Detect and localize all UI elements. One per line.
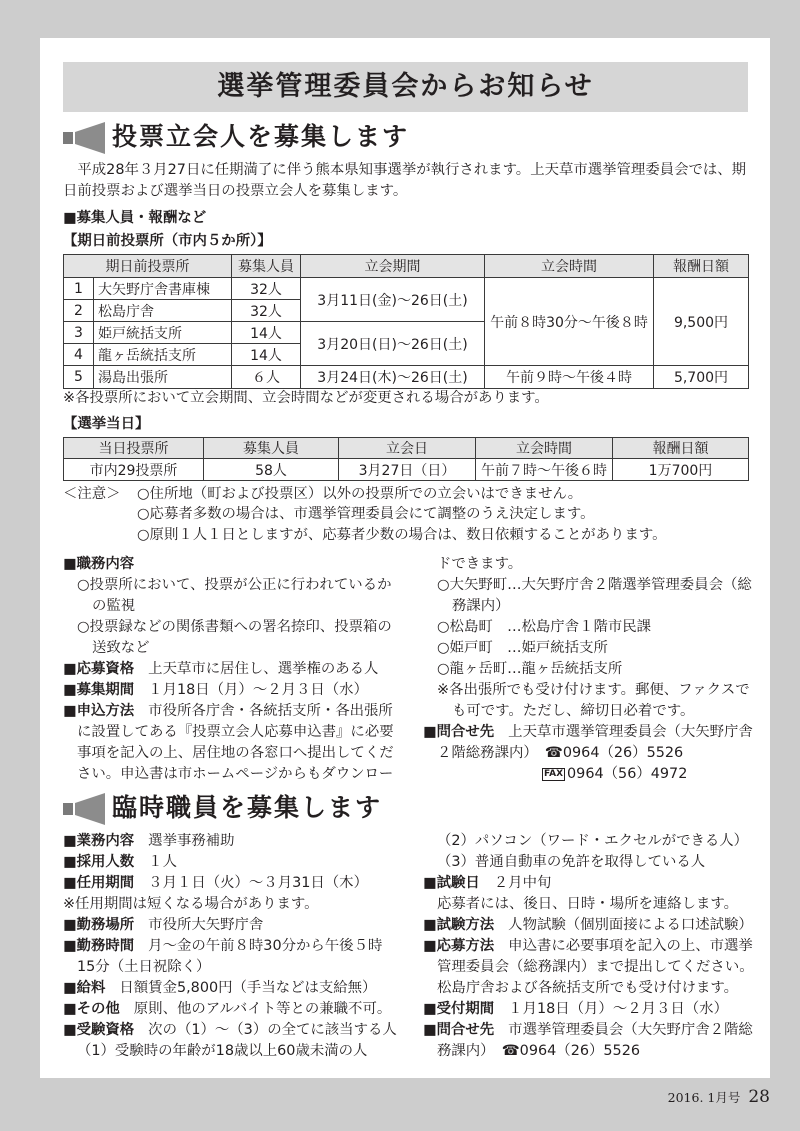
- list-item: ○投票録などの関係書類への署名捺印、投票箱の: [77, 619, 392, 635]
- caution-item: ○応募者多数の場合は、市選挙管理委員会にて調整のうえ決定します。: [137, 506, 595, 522]
- text-line: 事項を記入の上、居住地の各窓口へ提出してくだ: [77, 745, 394, 761]
- contact-label: ■問合せ先: [423, 1022, 495, 1038]
- row-time: 午前７時～午後６時: [476, 459, 613, 481]
- row-number: 4: [64, 344, 94, 366]
- caution-item: ○住所地（町および投票区）以外の投票所での立会いはできません。: [137, 486, 583, 502]
- eligibility-item: （1）受験時の年齢が18歳以上60歳未満の人: [77, 1043, 368, 1059]
- header-time: 立会時間: [476, 438, 613, 459]
- row-pay: 1万700円: [613, 459, 749, 481]
- header-pay: 報酬日額: [613, 438, 749, 459]
- salary-value: 日額賃金5,800円（手当などは支給無）: [119, 980, 377, 996]
- salary-label: ■給料: [63, 980, 106, 996]
- application-method-label: ■申込方法: [63, 703, 135, 719]
- application-method-value: 市役所各庁舎・各統括支所・各出張所: [148, 703, 393, 719]
- header-place: 当日投票所: [64, 438, 204, 459]
- section-title-temp-staff: 臨時職員を募集します: [112, 793, 383, 822]
- row-date: 3月27日（日）: [339, 459, 476, 481]
- row-count: 58人: [204, 459, 339, 481]
- application-method-line: [423, 936, 753, 956]
- office-item: ○大矢野町…大矢野庁舎２階選挙管理委員会（総: [437, 577, 752, 593]
- text-line: 応募者には、後日、日時・場所を連絡します。: [437, 896, 739, 912]
- row-place: 大矢野庁舎書庫棟: [94, 278, 232, 300]
- text-line: さい。申込書は市ホームページからもダウンロー: [77, 766, 394, 782]
- row-period: 3月11日(金)～26日(土): [301, 278, 485, 322]
- table-row: [64, 366, 749, 389]
- fax-number: 0964（56）4972: [567, 766, 688, 782]
- contact-phone: ２階総務課内） ☎0964（26）5526: [437, 745, 684, 761]
- text-line: 松島庁舎および各統括支所でも受け付けます。: [437, 980, 739, 996]
- row-place: 市内29投票所: [64, 459, 204, 481]
- eligibility-item: （3）普通自動車の免許を取得している人: [437, 854, 706, 870]
- header-count: 募集人員: [204, 438, 339, 459]
- row-place: 湯島出張所: [94, 366, 232, 389]
- other-label: ■その他: [63, 1001, 120, 1017]
- page-title-band: [63, 62, 748, 112]
- qualification-label: ■応募資格: [63, 661, 135, 677]
- row-number: 2: [64, 300, 94, 322]
- salary-line: [63, 978, 376, 998]
- row-count: 32人: [232, 278, 301, 300]
- application-method-line: [63, 701, 393, 721]
- other-value: 原則、他のアルバイト等との兼職不可。: [133, 1001, 392, 1017]
- early-voting-heading: 【期日前投票所（市内５か所）】: [63, 233, 272, 249]
- workplace-line: [63, 915, 263, 935]
- text-line: に設置してある『投票立会人応募申込書』に必要: [77, 724, 394, 740]
- row-number: 1: [64, 278, 94, 300]
- early-voting-table: [63, 254, 749, 389]
- qualification-line: [63, 659, 378, 679]
- exam-method-line: [423, 915, 753, 935]
- office-item-continued: 務課内）: [452, 598, 510, 614]
- application-method-value: 申込書に必要事項を記入の上、市選挙: [508, 938, 753, 954]
- header-date: 立会日: [339, 438, 476, 459]
- row-period: 3月20日(日)～26日(土): [301, 322, 485, 366]
- workplace-value: 市役所大矢野庁舎: [148, 917, 264, 933]
- row-place: 姫戸統括支所: [94, 322, 232, 344]
- eligibility-value: 次の（1）～（3）の全てに該当する人: [148, 1022, 397, 1038]
- table-row: [64, 459, 749, 481]
- row-count: 14人: [232, 322, 301, 344]
- header-period: 立会期間: [301, 255, 485, 278]
- text-line: 管理委員会（総務課内）まで提出してください。: [437, 959, 754, 975]
- header-pay: 報酬日額: [654, 255, 749, 278]
- employment-period-value: ３月１日（火）～３月31日（木）: [148, 875, 368, 891]
- megaphone-icon: [63, 793, 107, 825]
- fax-icon: FAX: [544, 769, 564, 779]
- contact-label: ■問合せ先: [423, 724, 495, 740]
- header-place: 期日前投票所: [64, 255, 232, 278]
- hiring-count-line: [63, 852, 177, 872]
- working-hours-label: ■勤務時間: [63, 938, 135, 954]
- table-header-row: [64, 438, 749, 459]
- page-footer: [650, 1084, 770, 1111]
- intro-line: 平成28年３月27日に任期満了に伴う熊本県知事選挙が執行されます。上天草市選挙管理委員会では、期: [63, 162, 747, 178]
- application-period-line: [63, 680, 368, 700]
- row-number: 3: [64, 322, 94, 344]
- row-place: 松島庁舎: [94, 300, 232, 322]
- contact-line: [423, 722, 753, 742]
- row-period: 3月24日(木)～26日(土): [301, 366, 485, 389]
- text-line: 15分（土日祝除く）: [77, 959, 211, 975]
- row-time: 午前９時～午後４時: [485, 366, 654, 389]
- list-item-continued: の監視: [92, 598, 136, 614]
- hiring-count-label: ■採用人数: [63, 854, 135, 870]
- hiring-count-value: １人: [148, 854, 177, 870]
- workplace-label: ■勤務場所: [63, 917, 135, 933]
- list-item-continued: 送致など: [92, 640, 150, 656]
- header-time: 立会時間: [485, 255, 654, 278]
- issue-label: 2016. 1月号: [667, 1090, 741, 1105]
- list-item: ○投票所において、投票が公正に行われているか: [77, 577, 392, 593]
- contact-phone: 務課内） ☎0964（26）5526: [437, 1043, 641, 1059]
- reception-period-line: [423, 999, 728, 1019]
- eligibility-item: （2）パソコン（ワード・エクセルができる人）: [437, 833, 749, 849]
- contact-value: 市選挙管理委員会（大矢野庁舎２階総: [508, 1022, 753, 1038]
- contact-fax: [542, 764, 687, 784]
- application-method-label: ■応募方法: [423, 938, 495, 954]
- intro-line: 日前投票および選挙当日の投票立会人を募集します。: [63, 183, 408, 199]
- note-line: ※任用期間は短くなる場合があります。: [63, 896, 319, 912]
- job-description-line: [63, 831, 235, 851]
- qualification-value: 上天草市に居住し、選挙権のある人: [148, 661, 379, 677]
- duties-label: ■職務内容: [63, 556, 135, 572]
- election-day-heading: 【選挙当日】: [63, 416, 150, 432]
- eligibility-line: [63, 1020, 397, 1040]
- exam-date-line: [423, 873, 551, 893]
- note-line: ※各出張所でも受け付けます。郵便、ファクスで: [437, 682, 750, 698]
- section-title-poll-watcher: 投票立会人を募集します: [112, 122, 410, 151]
- office-item: ○姫戸町 …姫戸統括支所: [437, 640, 608, 656]
- job-description-label: ■業務内容: [63, 833, 135, 849]
- office-item: ○松島町 …松島庁舎１階市民課: [437, 619, 652, 635]
- exam-method-label: ■試験方法: [423, 917, 495, 933]
- row-number: 5: [64, 366, 94, 389]
- early-voting-note: ※各投票所において立会期間、立会時間などが変更される場合があります。: [63, 390, 549, 406]
- header-count: 募集人員: [232, 255, 301, 278]
- newsletter-page: [40, 38, 770, 1078]
- page-number: 28: [748, 1087, 770, 1107]
- row-count: ６人: [232, 366, 301, 389]
- reception-period-value: １月18日（月）～２月３日（水）: [508, 1001, 728, 1017]
- table-header-row: [64, 255, 749, 278]
- page-title: 選挙管理委員会からお知らせ: [217, 71, 594, 102]
- working-hours-value: 月～金の午前８時30分から午後５時: [148, 938, 383, 954]
- eligibility-label: ■受験資格: [63, 1022, 135, 1038]
- election-day-table: [63, 437, 749, 481]
- job-description-value: 選挙事務補助: [148, 833, 235, 849]
- employment-period-line: [63, 873, 368, 893]
- employment-period-label: ■任用期間: [63, 875, 135, 891]
- duties-heading: [63, 554, 134, 574]
- row-pay: 9,500円: [654, 278, 749, 366]
- caution-label: ＜注意＞: [63, 486, 121, 502]
- contact-line: [423, 1020, 753, 1040]
- application-period-label: ■募集期間: [63, 682, 135, 698]
- recruitment-subheading: ■募集人員・報酬など: [63, 210, 207, 226]
- row-count: 14人: [232, 344, 301, 366]
- text-line: ドできます。: [437, 556, 523, 572]
- contact-value: 上天草市選挙管理委員会（大矢野庁舎: [508, 724, 753, 740]
- exam-date-value: ２月中旬: [493, 875, 552, 891]
- other-line: [63, 999, 391, 1019]
- caution-item: ○原則１人１日としますが、応募者少数の場合は、数日依頼することがあります。: [137, 527, 667, 543]
- row-place: 龍ヶ岳統括支所: [94, 344, 232, 366]
- working-hours-line: [63, 936, 382, 956]
- row-count: 32人: [232, 300, 301, 322]
- reception-period-label: ■受付期間: [423, 1001, 495, 1017]
- exam-method-value: 人物試験（個別面接による口述試験）: [508, 917, 753, 933]
- megaphone-icon: [63, 122, 107, 154]
- note-line-continued: も可です。ただし、締切日必着です。: [452, 703, 695, 719]
- row-pay: 5,700円: [654, 366, 749, 389]
- office-item: ○龍ヶ岳町…龍ヶ岳統括支所: [437, 661, 623, 677]
- row-time: 午前８時30分～午後８時: [485, 278, 654, 366]
- table-row: [64, 278, 749, 300]
- exam-date-label: ■試験日: [423, 875, 480, 891]
- application-period-value: １月18日（月）～２月３日（水）: [148, 682, 368, 698]
